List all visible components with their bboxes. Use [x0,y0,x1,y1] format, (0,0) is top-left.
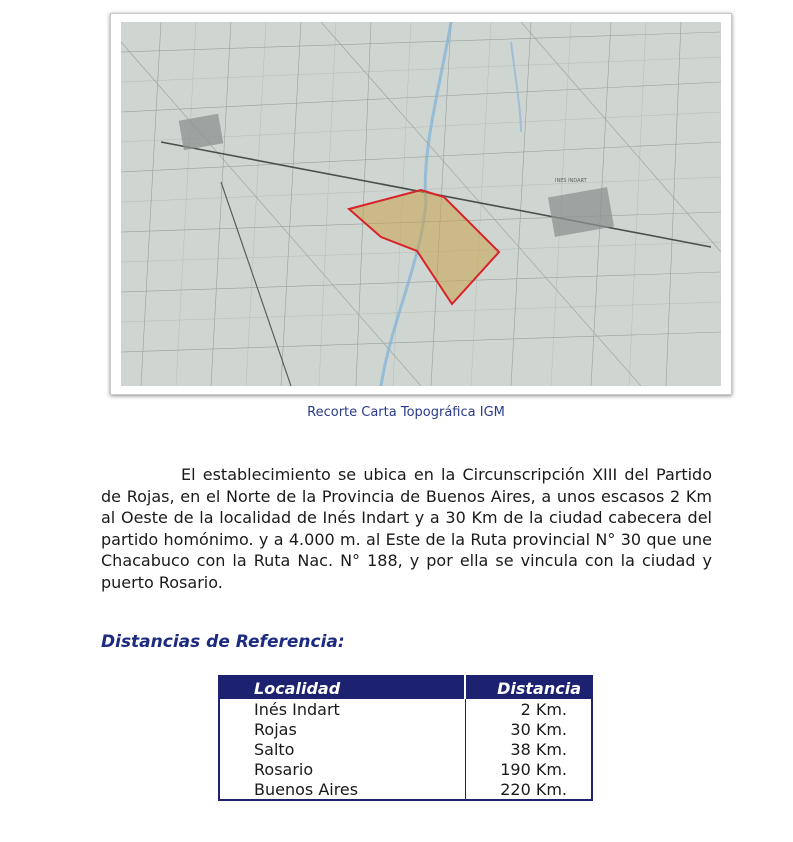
distance-cell: 38 Km. [510,739,567,759]
place-cell: Inés Indart [219,699,465,719]
header-distancia: Distancia [465,676,592,699]
place-cell: Rojas [219,719,465,739]
figure-caption: Recorte Carta Topográfica IGM [307,405,505,420]
map-town-label: INES INDART [555,178,587,184]
place-cell: Buenos Aires [219,779,465,800]
table-row [219,699,592,719]
table-row [219,759,592,779]
place-cell: Salto [219,739,465,759]
distances-table [218,675,593,801]
distance-cell: 2 Km. [520,699,567,719]
header-localidad: Localidad [219,676,465,699]
distance-cell: 220 Km. [500,779,567,799]
distance-cell: 30 Km. [510,719,567,739]
distances-heading: Distancias de Referencia: [101,632,345,652]
topographic-map-figure [110,13,732,395]
table-row [219,719,592,739]
location-paragraph: El establecimiento se ubica en la Circunscripción XIII del Partido de Rojas, en el Norte de la Provincia de Buenos Aires, a unos escasos 2 Km al Oeste de la localidad de Inés Indart y a 30 Km de la ciudad cabecera del partido homónimo. y a 4.000 m. al Este de la Ruta provincial N° 30 que une Chacabuco con la Ruta Nac. N° 188, y por ella se vincula con la ciudad y puerto Rosario. [101,465,712,592]
topographic-map [121,22,721,386]
table-row [219,739,592,759]
table-row [219,779,592,800]
distance-cell: 190 Km. [500,759,567,779]
table-header-row [219,676,592,699]
place-cell: Rosario [219,759,465,779]
